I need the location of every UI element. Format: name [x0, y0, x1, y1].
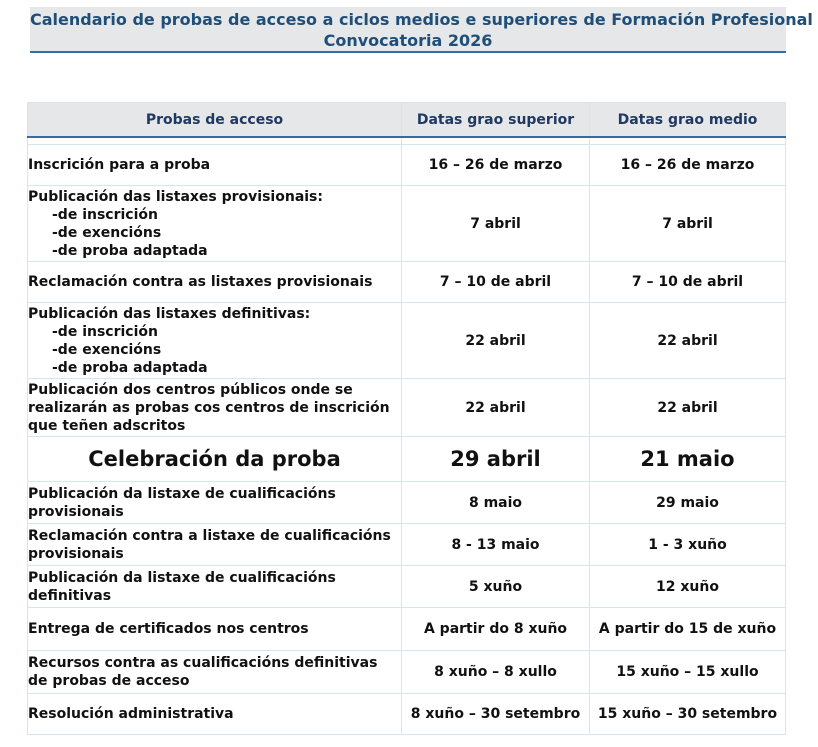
table-row [28, 608, 786, 651]
row-date-superior: 8 xuño – 8 xullo [402, 651, 590, 694]
row-date-superior: 7 abril [402, 186, 590, 262]
row-date-superior: 8 maio [402, 482, 590, 524]
row-date-medio: A partir do 15 de xuño [590, 608, 786, 651]
row-sub-item: -de proba adaptada [52, 242, 208, 259]
row-label: Recursos contra as cualificacións definitivas de probas de acceso [28, 651, 402, 694]
page-title [30, 7, 813, 53]
header-probas: Probas de acceso [28, 103, 402, 138]
row-sub-item: -de inscrición [52, 206, 158, 223]
row-date-medio: 12 xuño [590, 566, 786, 608]
table-row [28, 145, 786, 186]
table-row [28, 694, 786, 735]
row-date-medio: 16 – 26 de marzo [590, 145, 786, 186]
table-row [28, 524, 786, 566]
row-date-superior: 22 abril [402, 379, 590, 437]
calendar-table [27, 102, 786, 735]
row-label: Reclamación contra a listaxe de cualificacións provisionais [28, 524, 402, 566]
table-spacer [28, 137, 786, 145]
row-label: Publicación das listaxes definitivas: [28, 305, 311, 322]
header-superior: Datas grao superior [402, 103, 590, 138]
table-row [28, 186, 786, 262]
row-label: Reclamación contra as listaxes provisionais [28, 262, 402, 303]
row-date-medio: 29 maio [590, 482, 786, 524]
table-row [28, 262, 786, 303]
row-date-medio: 7 abril [590, 186, 786, 262]
row-date-superior: 8 xuño – 30 setembro [402, 694, 590, 735]
row-date-superior: 16 – 26 de marzo [402, 145, 590, 186]
row-label: Publicación dos centros públicos onde se realizarán as probas cos centros de inscrición que teñen adscritos [28, 379, 402, 437]
row-sub-item: -de proba adaptada [52, 359, 208, 376]
row-label: Resolución administrativa [28, 694, 402, 735]
table-header-row [28, 103, 786, 138]
table-row [28, 437, 786, 482]
table-row [28, 482, 786, 524]
row-date-superior: 29 abril [402, 437, 590, 482]
row-date-superior: 8 - 13 maio [402, 524, 590, 566]
row-label: Publicación da listaxe de cualificacións definitivas [28, 566, 402, 608]
row-sub-item: -de exencións [52, 224, 162, 241]
row-label-cell [28, 186, 402, 262]
row-sub-item: -de inscrición [52, 323, 158, 340]
row-label: Celebración da proba [28, 437, 402, 482]
header-medio: Datas grao medio [590, 103, 786, 138]
row-label: Publicación da listaxe de cualificacións provisionais [28, 482, 402, 524]
row-label: Inscrición para a proba [28, 145, 402, 186]
row-date-medio: 22 abril [590, 303, 786, 379]
title-line-2: Convocatoria 2026 [323, 31, 493, 50]
row-date-medio: 1 - 3 xuño [590, 524, 786, 566]
row-date-superior: 5 xuño [402, 566, 590, 608]
table-row [28, 651, 786, 694]
row-date-medio: 22 abril [590, 379, 786, 437]
table-row [28, 379, 786, 437]
row-date-superior: 22 abril [402, 303, 590, 379]
row-date-medio: 15 xuño – 15 xullo [590, 651, 786, 694]
row-date-superior: A partir do 8 xuño [402, 608, 590, 651]
row-date-medio: 21 maio [590, 437, 786, 482]
row-sub-item: -de exencións [52, 341, 162, 358]
table-row [28, 566, 786, 608]
row-date-medio: 7 – 10 de abril [590, 262, 786, 303]
row-date-superior: 7 – 10 de abril [402, 262, 590, 303]
row-label: Publicación das listaxes provisionais: [28, 188, 323, 205]
row-date-medio: 15 xuño – 30 setembro [590, 694, 786, 735]
title-line-1: Calendario de probas de acceso a ciclos medios e superiores de Formación Profesional [30, 10, 813, 29]
table-row [28, 303, 786, 379]
row-label-cell [28, 303, 402, 379]
row-label: Entrega de certificados nos centros [28, 608, 402, 651]
